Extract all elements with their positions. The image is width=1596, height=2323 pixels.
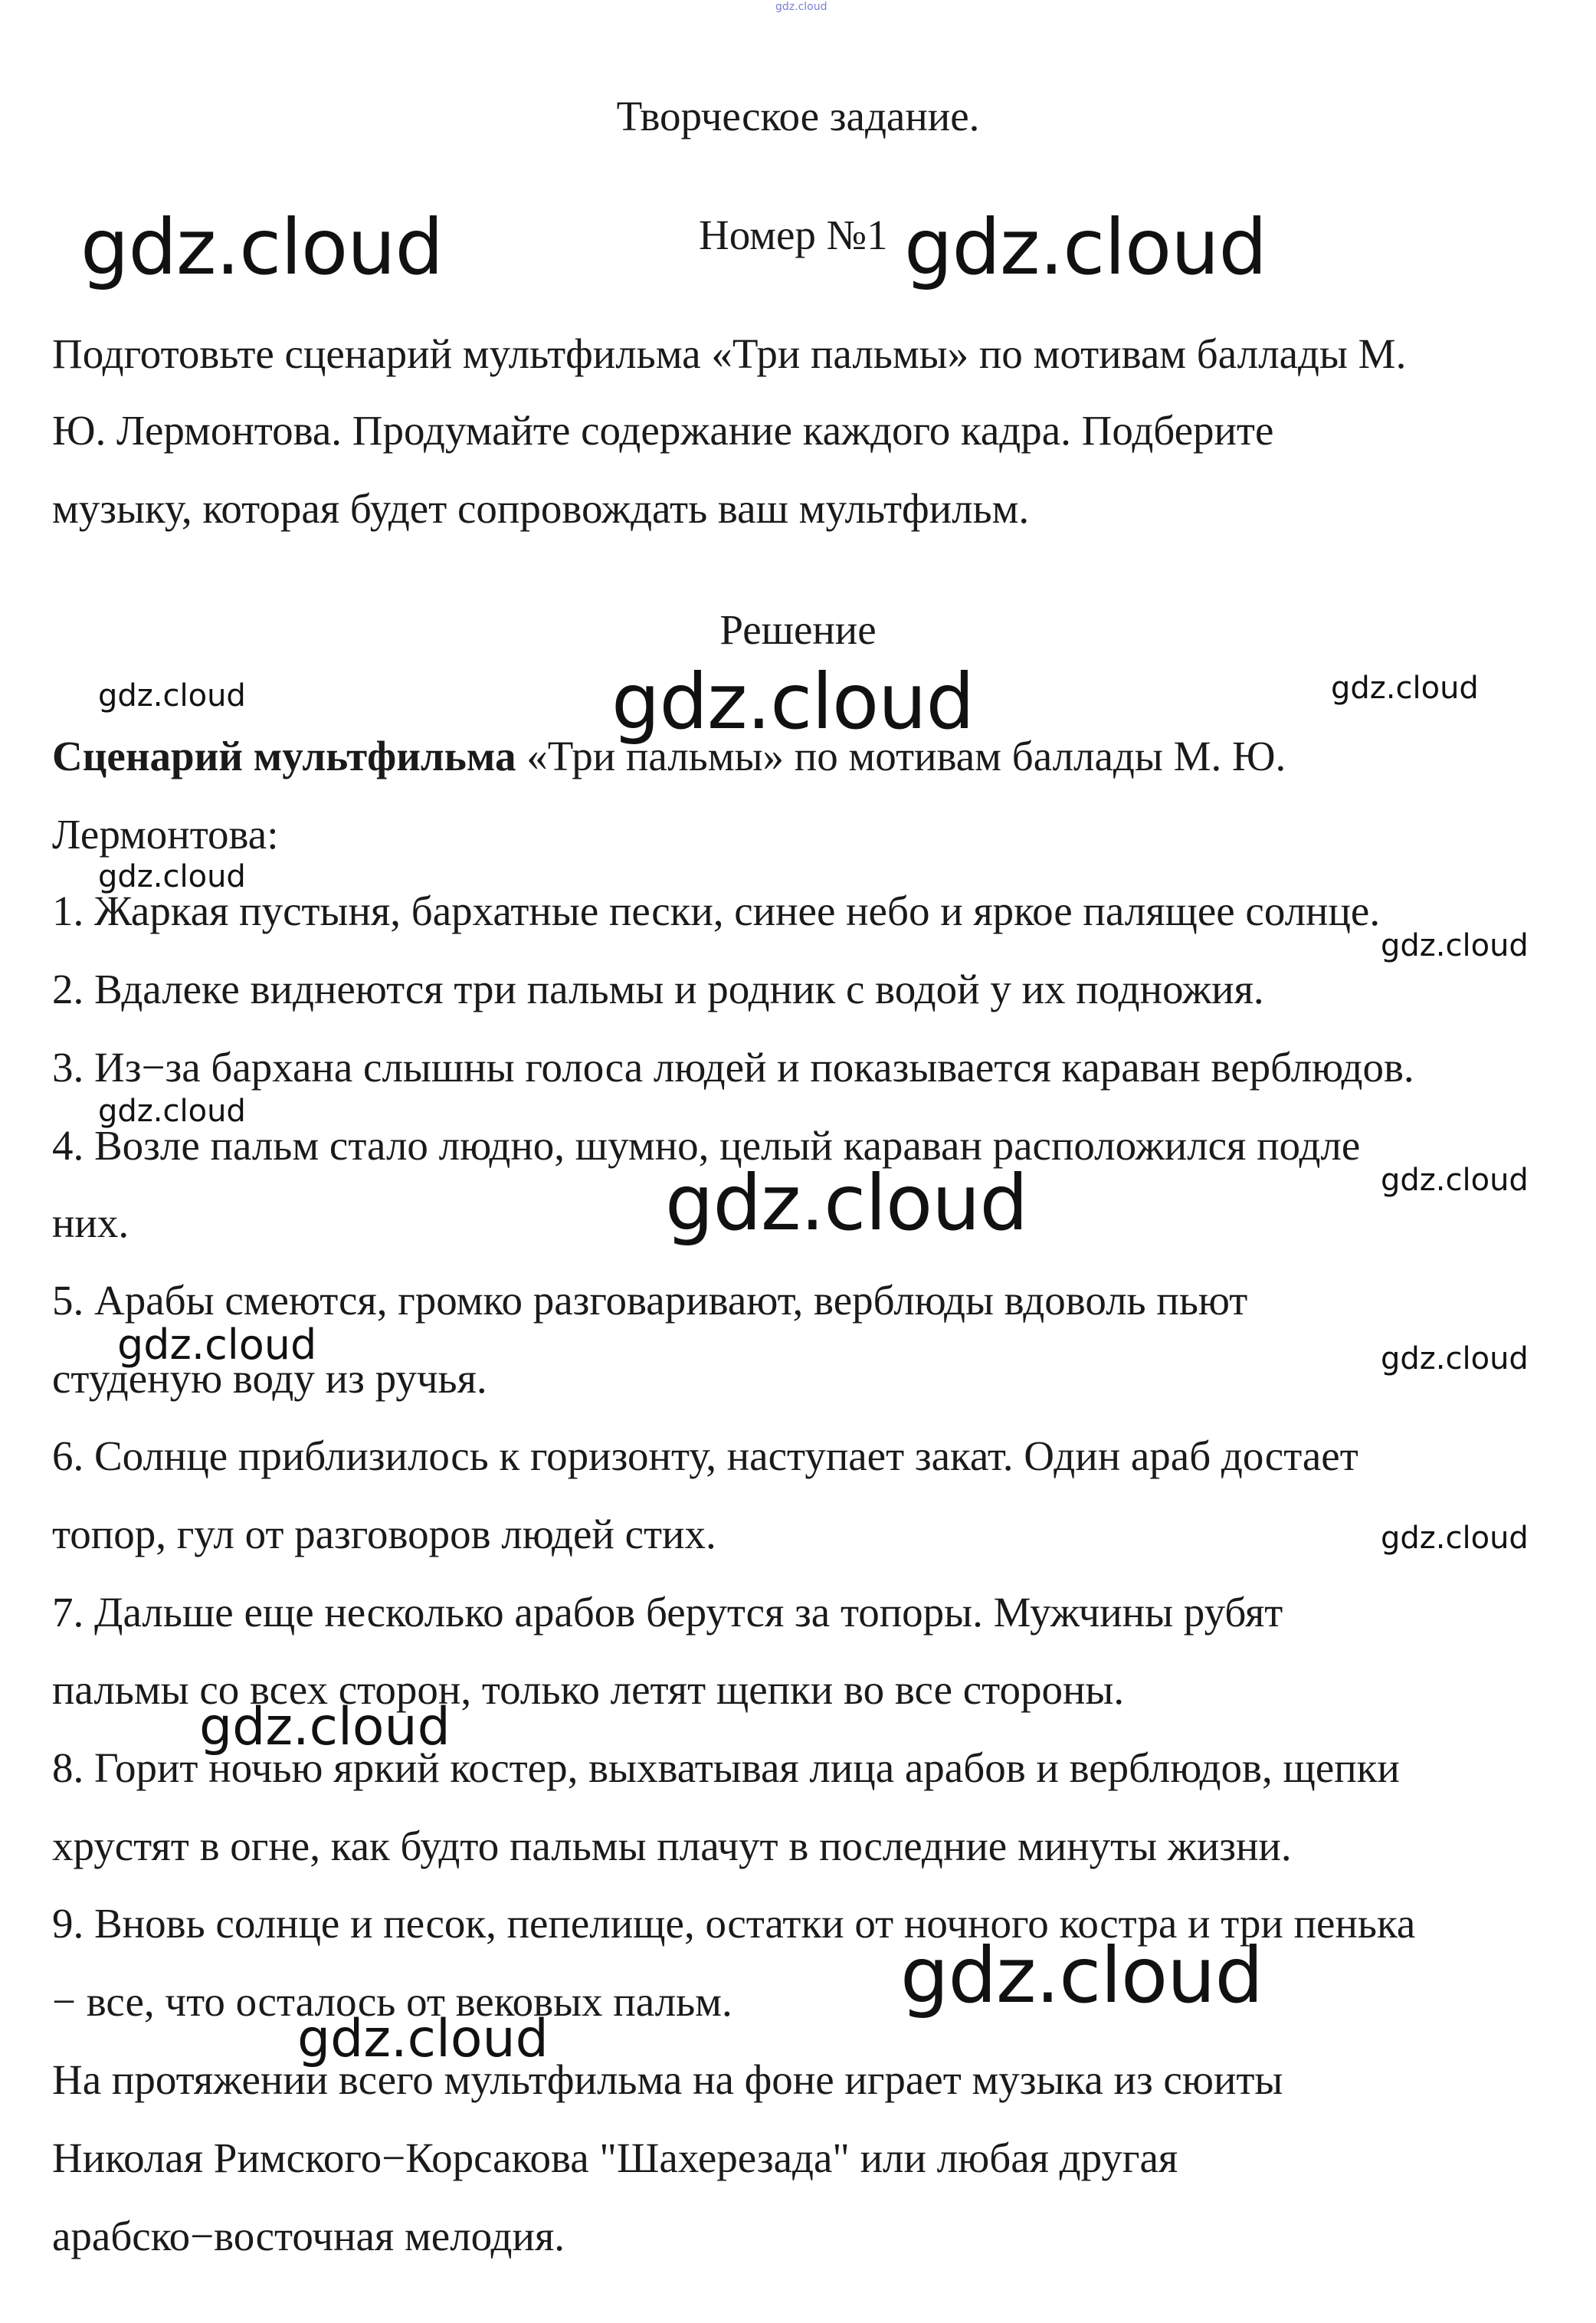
list-item: хрустят в огне, как будто пальмы плачут в последние минуты жизни. — [52, 1823, 1292, 1869]
watermark-small: gdz.cloud — [1331, 671, 1479, 706]
scenario-title-line-2: Лермонтова: — [52, 811, 279, 858]
watermark-small: gdz.cloud — [1381, 1341, 1529, 1376]
task-number: Номер №1 — [699, 212, 888, 258]
list-item: 6. Солнце приблизилось к горизонту, наступает закат. Один араб достает — [52, 1432, 1358, 1479]
watermark-small: gdz.cloud — [297, 2009, 549, 2069]
watermark-small: gdz.cloud — [199, 1697, 451, 1757]
closing-line-2: Николая Римского−Корсакова "Шахерезада" или любая другая — [52, 2134, 1178, 2181]
list-item: 4. Возле пальм стало людно, шумно, целый караван расположился подле — [52, 1122, 1361, 1169]
list-item: 2. Вдалеке виднеются три пальмы и родник с водой у их подножия. — [52, 966, 1264, 1012]
watermark-large: gdz.cloud — [80, 202, 444, 292]
list-item: пальмы со всех сторон, только летят щепки во все стороны. — [52, 1666, 1125, 1713]
watermark-large: gdz.cloud — [904, 202, 1267, 292]
watermark-small: gdz.cloud — [117, 1321, 317, 1369]
watermark-small: gdz.cloud — [98, 859, 246, 894]
watermark-small: gdz.cloud — [98, 1094, 246, 1129]
list-item: 1. Жаркая пустыня, бархатные пески, синее небо и яркое палящее солнце. — [52, 888, 1381, 934]
task-line-1: Подготовьте сценарий мультфильма «Три пальмы» по мотивам баллады М. — [52, 330, 1407, 377]
watermark-small: gdz.cloud — [98, 678, 246, 714]
page-heading: Творческое задание. — [616, 93, 980, 139]
watermark-large: gdz.cloud — [900, 1931, 1263, 2020]
scenario-title-rest: «Три пальмы» по мотивам баллады М. Ю. — [516, 733, 1286, 779]
list-item: 8. Горит ночью яркий костер, выхватывая лица арабов и верблюдов, щепки — [52, 1744, 1400, 1791]
scenario-title-bold: Сценарий мультфильма — [52, 733, 516, 779]
list-item: студеную воду из ручья. — [52, 1355, 487, 1402]
task-line-3: музыку, которая будет сопровождать ваш мультфильм. — [52, 485, 1030, 532]
closing-line-3: арабско−восточная мелодия. — [52, 2213, 565, 2259]
watermark-small: gdz.cloud — [1381, 928, 1529, 963]
watermark-large: gdz.cloud — [665, 1158, 1028, 1248]
watermark-large: gdz.cloud — [611, 657, 975, 746]
task-line-2: Ю. Лермонтова. Продумайте содержание каждого кадра. Подберите — [52, 407, 1274, 454]
list-item: 5. Арабы смеются, громко разговаривают, верблюды вдоволь пьют — [52, 1277, 1248, 1324]
closing-line-1: На протяжении всего мультфильма на фоне играет музыка из сюиты — [52, 2056, 1283, 2103]
list-item: них. — [52, 1199, 129, 1246]
list-item: − все, что осталось от вековых пальм. — [52, 1978, 732, 2025]
top-watermark: gdz.cloud — [775, 1, 827, 13]
list-item: 7. Дальше еще несколько арабов берутся за топоры. Мужчины рубят — [52, 1589, 1283, 1636]
list-item: 9. Вновь солнце и песок, пепелище, остатки от ночного костра и три пенька — [52, 1900, 1416, 1947]
solution-title: Решение — [719, 606, 877, 653]
list-item: 3. Из−за бархана слышны голоса людей и показывается караван верблюдов. — [52, 1044, 1414, 1091]
watermark-small: gdz.cloud — [1381, 1163, 1529, 1198]
list-item: топор, гул от разговоров людей стих. — [52, 1511, 716, 1557]
watermark-small: gdz.cloud — [1381, 1521, 1529, 1556]
